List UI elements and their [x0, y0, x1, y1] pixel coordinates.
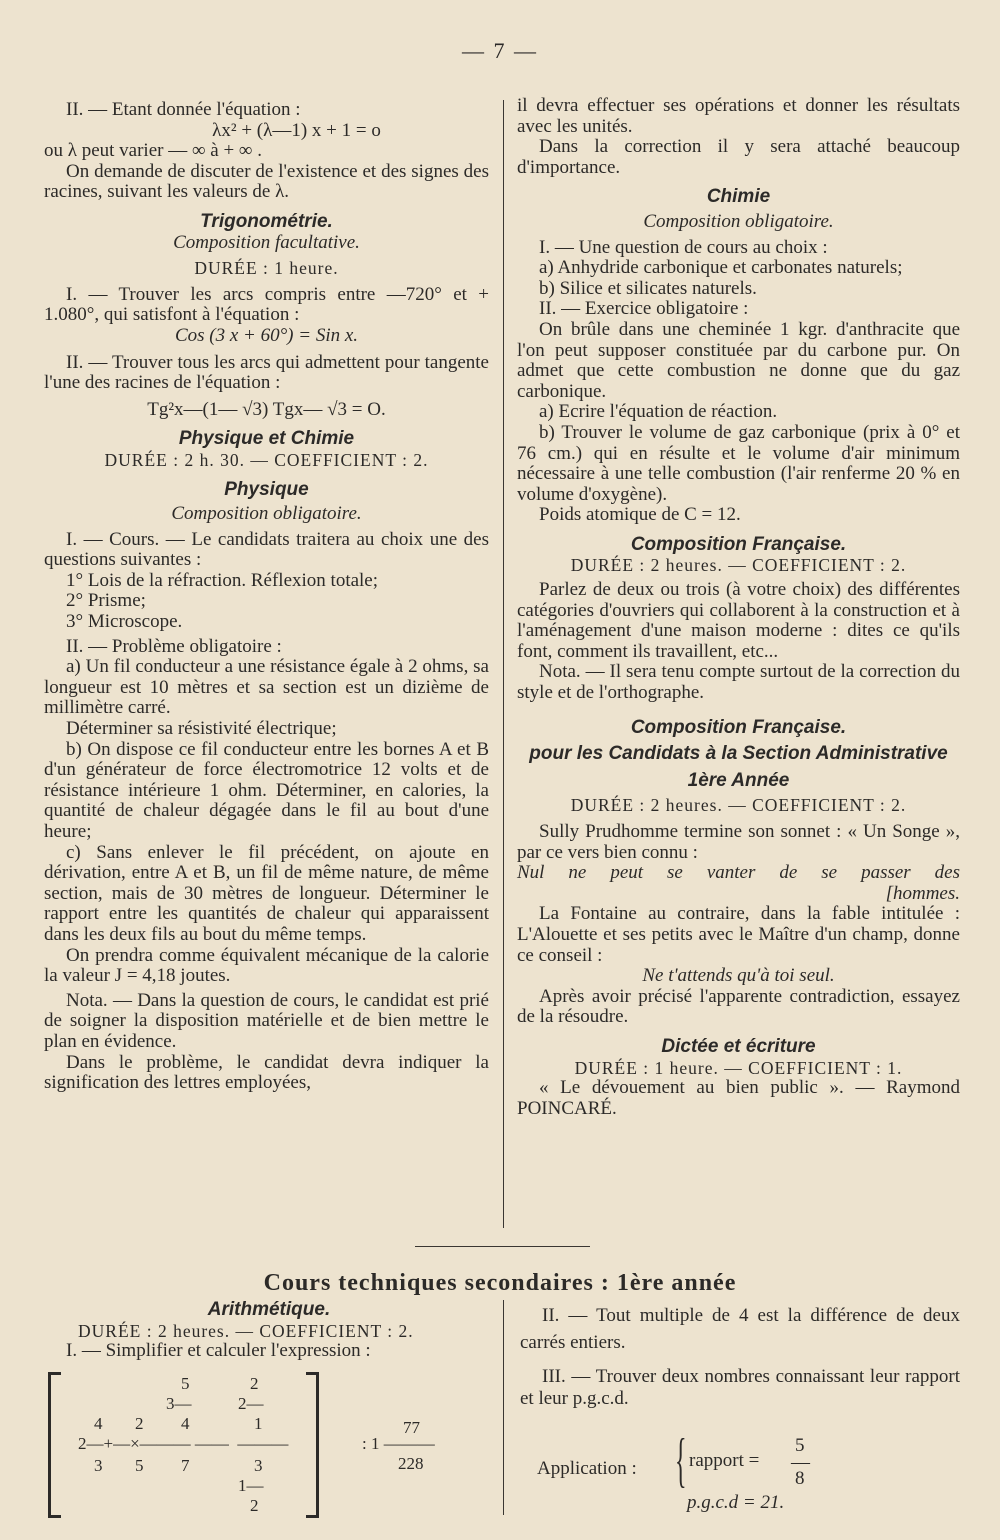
french-comp-title: Composition Française.: [630, 533, 847, 555]
expr-term: 5: [181, 1374, 190, 1393]
expr-term: 5: [135, 1456, 144, 1475]
physics-q2: II. — Problème obligatoire :: [66, 635, 282, 657]
trig-subtitle: Composition facultative.: [173, 231, 360, 253]
trig-q2-equation: Tg²x—(1— √3) Tgx— √3 = O.: [147, 398, 386, 420]
french-admin-title-2: pour les Candidats à la Section Administrative: [529, 743, 948, 765]
expr-term: 3: [254, 1456, 263, 1475]
trig-q2: II. — Trouver tous les arcs qui admettent pour tangente l'une des racines de l'équation :: [44, 351, 489, 394]
physics-q1-c: 3° Microscope.: [66, 611, 183, 633]
french-admin-duration: DURÉE : 2 heures. — COEFFICIENT : 2.: [570, 795, 907, 816]
expr-term: 4: [181, 1414, 190, 1433]
chemistry-subtitle: Composition obligatoire.: [643, 210, 834, 232]
arithmetic-title: Arithmétique.: [207, 1299, 331, 1320]
expr-term: 2: [250, 1496, 259, 1515]
algebra-text: ou λ peut varier — ∞ à + ∞ .: [44, 140, 262, 162]
phys-chem-title: Physique et Chimie: [178, 428, 355, 450]
left-bracket: [48, 1372, 61, 1518]
physics-q1-b: 2° Prisme;: [66, 590, 146, 612]
chemistry-q2-c: Poids atomique de C = 12.: [539, 504, 741, 526]
chemistry-q2-b: b) Trouver le volume de gaz carbonique (prix à 0° et 76 cm.) qui en résulte et le volume d'air minimum nécessaire à une telle combustion (l'air renferme 20 % en volume d'oxygène).: [517, 421, 960, 505]
expr-row: 2—+—×——— —— ———: [78, 1434, 289, 1453]
physics-title: Physique: [224, 478, 309, 500]
bottom-column-divider: [503, 1300, 504, 1515]
french-admin-verse-end: [hommes.: [885, 882, 960, 904]
arithmetic-duration: DURÉE : 2 heures. — COEFFICIENT : 2.: [78, 1320, 414, 1341]
application-block: [537, 1427, 957, 1520]
application-numerator: 5: [795, 1435, 805, 1456]
right-column: [517, 96, 960, 1119]
trig-q1: I. — Trouver les arcs compris entre —720° et + 1.080°, qui satisfont à l'équation :: [44, 283, 489, 326]
expr-term: 1—: [238, 1476, 264, 1495]
dictation-text: « Le dévouement au bien public ». — Raymond POINCARÉ.: [517, 1077, 960, 1119]
physics-q2-d: On prendra comme équivalent mécanique de la calorie la valeur J = 4,18 joutes.: [44, 944, 489, 987]
trig-title: Trigonométrie.: [200, 210, 333, 232]
french-admin-title-3: 1ère Année: [687, 769, 790, 791]
french-admin-verse: Nul ne peut se vanter de se passer des: [517, 862, 960, 884]
expr-denominator: 228: [398, 1454, 424, 1473]
phys-chem-duration: DURÉE : 2 h. 30. — COEFFICIENT : 2.: [104, 449, 429, 470]
section-divider: [415, 1246, 590, 1247]
french-comp-duration: DURÉE : 2 heures. — COEFFICIENT : 2.: [570, 555, 907, 576]
algebra-question: II. — Etant donnée l'équation :: [66, 99, 301, 120]
expr-term: 3—: [166, 1394, 192, 1413]
application-label: Application :: [537, 1458, 637, 1479]
french-admin-task: Après avoir précisé l'apparente contradiction, essayez de la résoudre.: [517, 985, 960, 1028]
physics-continuation: il devra effectuer ses opérations et donner les résultats avec les unités.: [517, 95, 960, 137]
arithmetic-column: [44, 1300, 494, 1362]
brace: {: [675, 1427, 687, 1493]
expr-term: 2—: [238, 1394, 264, 1413]
right-bracket: [306, 1372, 319, 1518]
expr-term: 1: [254, 1414, 263, 1433]
algebra-equation: λx² + (λ—1) x + 1 = o: [212, 119, 381, 141]
application-denominator: 8: [795, 1468, 805, 1489]
physics-end: Dans le problème, le candidat devra indiquer la signification des lettres employées,: [44, 1051, 489, 1094]
chemistry-q2-text: On brûle dans une cheminée 1 kgr. d'anthracite que l'on peut supposer constituée par du carbone pur. On admet que cette combustion ne donne que du gaz carbonique.: [517, 318, 960, 402]
chemistry-q2: II. — Exercice obligatoire :: [539, 298, 749, 320]
expr-divide: : 1 ———: [362, 1434, 435, 1453]
fraction-bar: —: [791, 1452, 810, 1473]
expr-numerator: 77: [403, 1418, 420, 1437]
physics-correction-note: Dans la correction il y sera attaché beaucoup d'importance.: [517, 136, 960, 178]
section-title: Cours techniques secondaires : 1ère année: [263, 1270, 737, 1296]
column-divider: [503, 100, 504, 1228]
page-number: — 7 —: [462, 38, 538, 63]
chemistry-q1-a: a) Anhydride carbonique et carbonates naturels;: [539, 257, 903, 279]
arithmetic-q1: I. — Simplifier et calculer l'expression :: [66, 1340, 371, 1362]
chemistry-q1: I. — Une question de cours au choix :: [539, 236, 828, 258]
physics-q2-b: b) On dispose ce fil conducteur entre les bornes A et B d'un générateur de force électromotrice 12 volts et de résistance intérieure 1 ohm. Déterminer, en calories, la quantité de chaleur dégagée dans le fil au bout d'une heure;: [44, 738, 489, 842]
left-column: [44, 100, 489, 1094]
dictation-duration: DURÉE : 1 heure. — COEFFICIENT : 1.: [574, 1057, 903, 1078]
physics-q2-a: a) Un fil conducteur a une résistance égale à 2 ohms, sa longueur est 10 mètres et sa section est un dizième de millimètre carré.: [44, 656, 489, 719]
arithmetic-right-column: [520, 1302, 960, 1410]
trig-q1-equation: Cos (3 x + 60°) = Sin x.: [174, 324, 359, 346]
chemistry-q1-b: b) Silice et silicates naturels.: [539, 277, 757, 299]
physics-subtitle: Composition obligatoire.: [171, 503, 362, 525]
chemistry-q2-a: a) Ecrire l'équation de réaction.: [539, 401, 778, 423]
expr-term: 4: [94, 1414, 103, 1433]
chemistry-title: Chimie: [706, 186, 771, 208]
physics-q2-a2: Déterminer sa résistivité électrique;: [66, 718, 337, 740]
physics-q1: I. — Cours. — Le candidats traitera au choix une des questions suivantes :: [44, 528, 489, 571]
arithmetic-q2: II. — Tout multiple de 4 est la différence de deux carrés entiers.: [520, 1305, 960, 1353]
french-comp-nota: Nota. — Il sera tenu compte surtout de la correction du style et de l'orthographe.: [517, 661, 960, 704]
arithmetic-expression: [48, 1370, 468, 1520]
french-admin-title: Composition Française.: [630, 716, 847, 738]
french-admin-verse-2: Ne t'attends qu'à toi seul.: [642, 965, 835, 987]
trig-duration: DURÉE : 1 heure.: [194, 258, 339, 279]
expr-term: 7: [181, 1456, 190, 1475]
physics-nota: Nota. — Dans la question de cours, le candidat est prié de soigner la disposition matérielle et de bien mettre le plan en évidence.: [44, 989, 489, 1052]
physics-q2-c: c) Sans enlever le fil précédent, on ajoute en dérivation, entre A et B, un fil de même nature, de même section, mais de 30 mètres de longueur. Déterminer le rapport entre les quantités de chaleur qui apparaissent dans les deux fils au bout du même temps.: [44, 841, 489, 945]
application-pgcd: p.g.c.d = 21.: [687, 1492, 785, 1513]
algebra-instruction: On demande de discuter de l'existence et des signes des racines, suivant les valeurs de λ.: [44, 160, 489, 203]
french-admin-intro: Sully Prudhomme termine son sonnet : « Un Songe », par ce vers bien connu :: [517, 821, 960, 863]
arithmetic-q3: III. — Trouver deux nombres connaissant leur rapport et leur p.g.c.d.: [520, 1366, 960, 1409]
french-comp-subject: Parlez de deux ou trois (à votre choix) des différentes catégories d'ouvriers qui collaborent à la construction et à l'aménagement d'une maison moderne : dites ce qu'ils font, comment ils travaillent, etc...: [517, 579, 960, 662]
physics-q1-a: 1° Lois de la réfraction. Réflexion totale;: [66, 569, 379, 591]
application-rapport: rapport =: [689, 1450, 760, 1471]
dictation-title: Dictée et écriture: [661, 1035, 816, 1057]
french-admin-fable: La Fontaine au contraire, dans la fable intitulée : L'Alouette et ses petits avec le Maître d'un champ, donne ce conseil :: [517, 903, 960, 966]
expr-term: 2: [135, 1414, 144, 1433]
expr-term: 2: [250, 1374, 259, 1393]
expr-term: 3: [94, 1456, 103, 1475]
